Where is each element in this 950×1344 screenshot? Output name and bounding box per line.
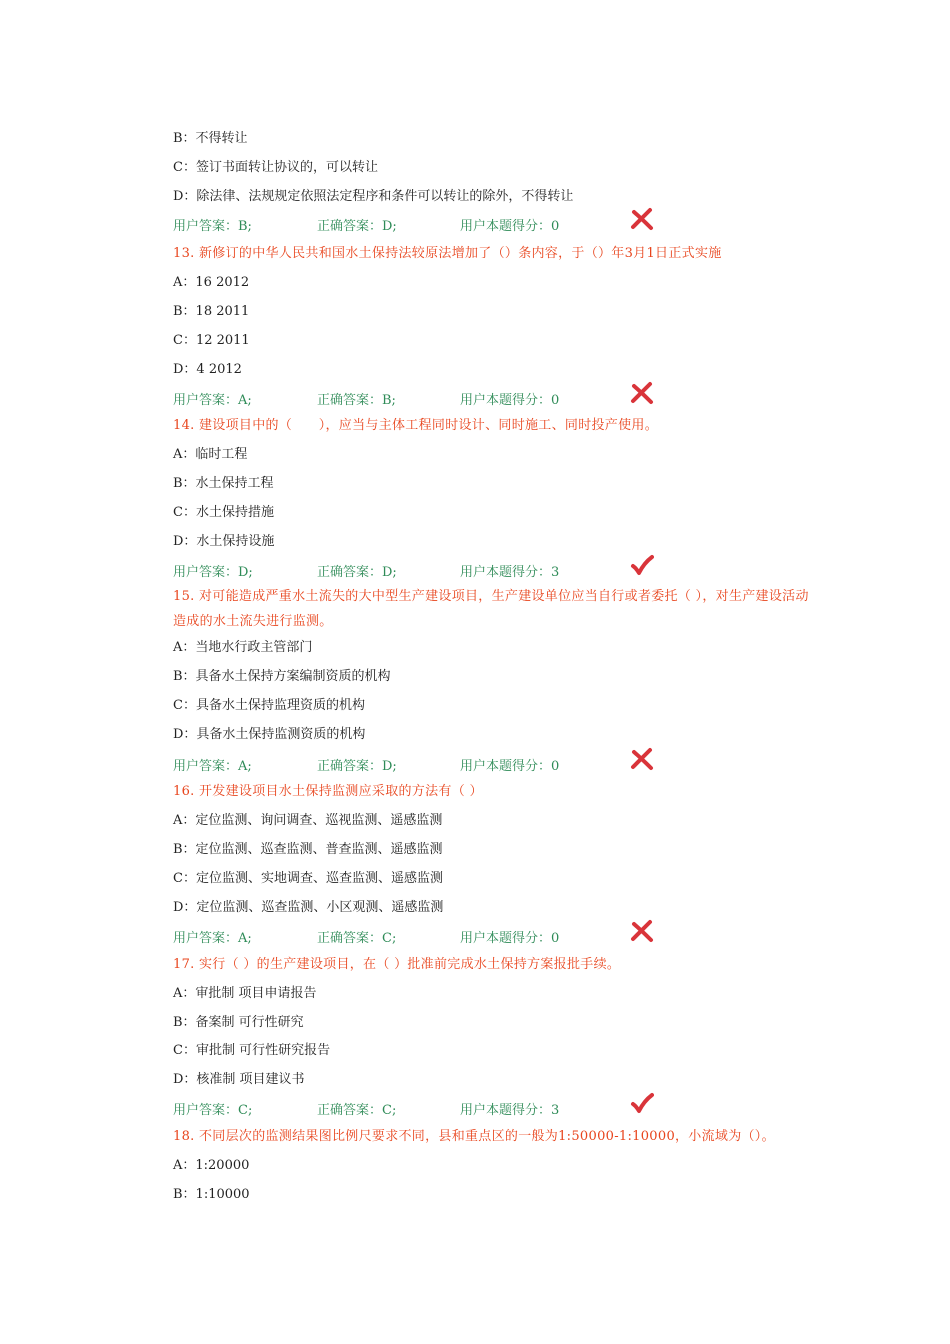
q15-option-c: C：具备水土保持监理资质的机构 xyxy=(173,698,365,713)
question-14: 14. 建设项目中的（ ），应当与主体工程同时设计、同时施工、同时投产使用。 xyxy=(173,418,659,433)
q18-option-a: A：1:20000 xyxy=(173,1158,250,1173)
question-17: 17. 实行（ ）的生产建设项目，在（ ）批准前完成水土保持方案报批手续。 xyxy=(173,957,621,972)
q12-option-d: D：除法律、法规规定依照法定程序和条件可以转让的除外，不得转让 xyxy=(173,189,574,204)
question-15: 15. 对可能造成严重水土流失的大中型生产建设项目，生产建设单位应当自行或者委托（ ），对生产建设活动造成的水土流失进行监测。 xyxy=(173,589,809,629)
check-icon xyxy=(630,1091,654,1115)
q17-option-d: D：核准制 项目建议书 xyxy=(173,1072,305,1087)
correct-answer: 正确答案：D; xyxy=(317,219,397,234)
q14-option-d: D：水土保持设施 xyxy=(173,534,275,549)
score: 用户本题得分：3 xyxy=(460,1103,560,1118)
q13-option-d: D：4 2012 xyxy=(173,362,242,377)
q18-option-b: B：1:10000 xyxy=(173,1187,250,1202)
score: 用户本题得分：0 xyxy=(460,219,560,234)
score: 用户本题得分：0 xyxy=(460,759,560,774)
score: 用户本题得分：0 xyxy=(460,393,560,408)
correct-answer: 正确答案：C; xyxy=(317,931,397,946)
user-answer: 用户答案：A; xyxy=(173,931,252,946)
cross-icon xyxy=(630,381,654,405)
q13-option-b: B：18 2011 xyxy=(173,304,250,319)
q17-option-c: C：审批制 可行性研究报告 xyxy=(173,1043,331,1058)
check-icon xyxy=(630,553,654,577)
q16-option-b: B：定位监测、巡查监测、普查监测、遥感监测 xyxy=(173,842,443,857)
score: 用户本题得分：3 xyxy=(460,565,560,580)
q15-option-d: D：具备水土保持监测资质的机构 xyxy=(173,727,366,742)
user-answer: 用户答案：A; xyxy=(173,759,252,774)
user-answer: 用户答案：A; xyxy=(173,393,252,408)
cross-icon xyxy=(630,747,654,771)
cross-icon xyxy=(630,207,654,231)
user-answer: 用户答案：C; xyxy=(173,1103,253,1118)
q16-option-a: A：定位监测、询问调查、巡视监测、遥感监测 xyxy=(173,813,443,828)
correct-answer: 正确答案：B; xyxy=(317,393,396,408)
q14-option-c: C：水土保持措施 xyxy=(173,505,274,520)
question-18: 18. 不同层次的监测结果图比例尺要求不同，县和重点区的一般为1:50000-1:10000，小流域为（）。 xyxy=(173,1129,775,1144)
q15-option-a: A：当地水行政主管部门 xyxy=(173,640,313,655)
q16-option-d: D：定位监测、巡查监测、小区观测、遥感监测 xyxy=(173,900,444,915)
q12-option-c: C：签订书面转让协议的，可以转让 xyxy=(173,160,378,175)
q13-option-a: A：16 2012 xyxy=(173,275,250,290)
q12-option-b: B：不得转让 xyxy=(173,131,248,146)
q14-option-b: B：水土保持工程 xyxy=(173,476,274,491)
score: 用户本题得分：0 xyxy=(460,931,560,946)
user-answer: 用户答案：D; xyxy=(173,565,253,580)
correct-answer: 正确答案：D; xyxy=(317,565,397,580)
question-16: 16. 开发建设项目水土保持监测应采取的方法有（ ） xyxy=(173,784,483,799)
correct-answer: 正确答案：C; xyxy=(317,1103,397,1118)
q16-option-c: C：定位监测、实地调查、巡查监测、遥感监测 xyxy=(173,871,443,886)
q17-option-a: A：审批制 项目申请报告 xyxy=(173,986,317,1001)
q13-option-c: C：12 2011 xyxy=(173,333,250,348)
q17-option-b: B：备案制 可行性研究 xyxy=(173,1015,304,1030)
q15-option-b: B：具备水土保持方案编制资质的机构 xyxy=(173,669,391,684)
user-answer: 用户答案：B; xyxy=(173,219,252,234)
question-13: 13. 新修订的中华人民共和国水土保持法较原法增加了（）条内容，于（）年3月1日正式实施 xyxy=(173,246,722,261)
q14-option-a: A：临时工程 xyxy=(173,447,248,462)
correct-answer: 正确答案：D; xyxy=(317,759,397,774)
cross-icon xyxy=(630,919,654,943)
